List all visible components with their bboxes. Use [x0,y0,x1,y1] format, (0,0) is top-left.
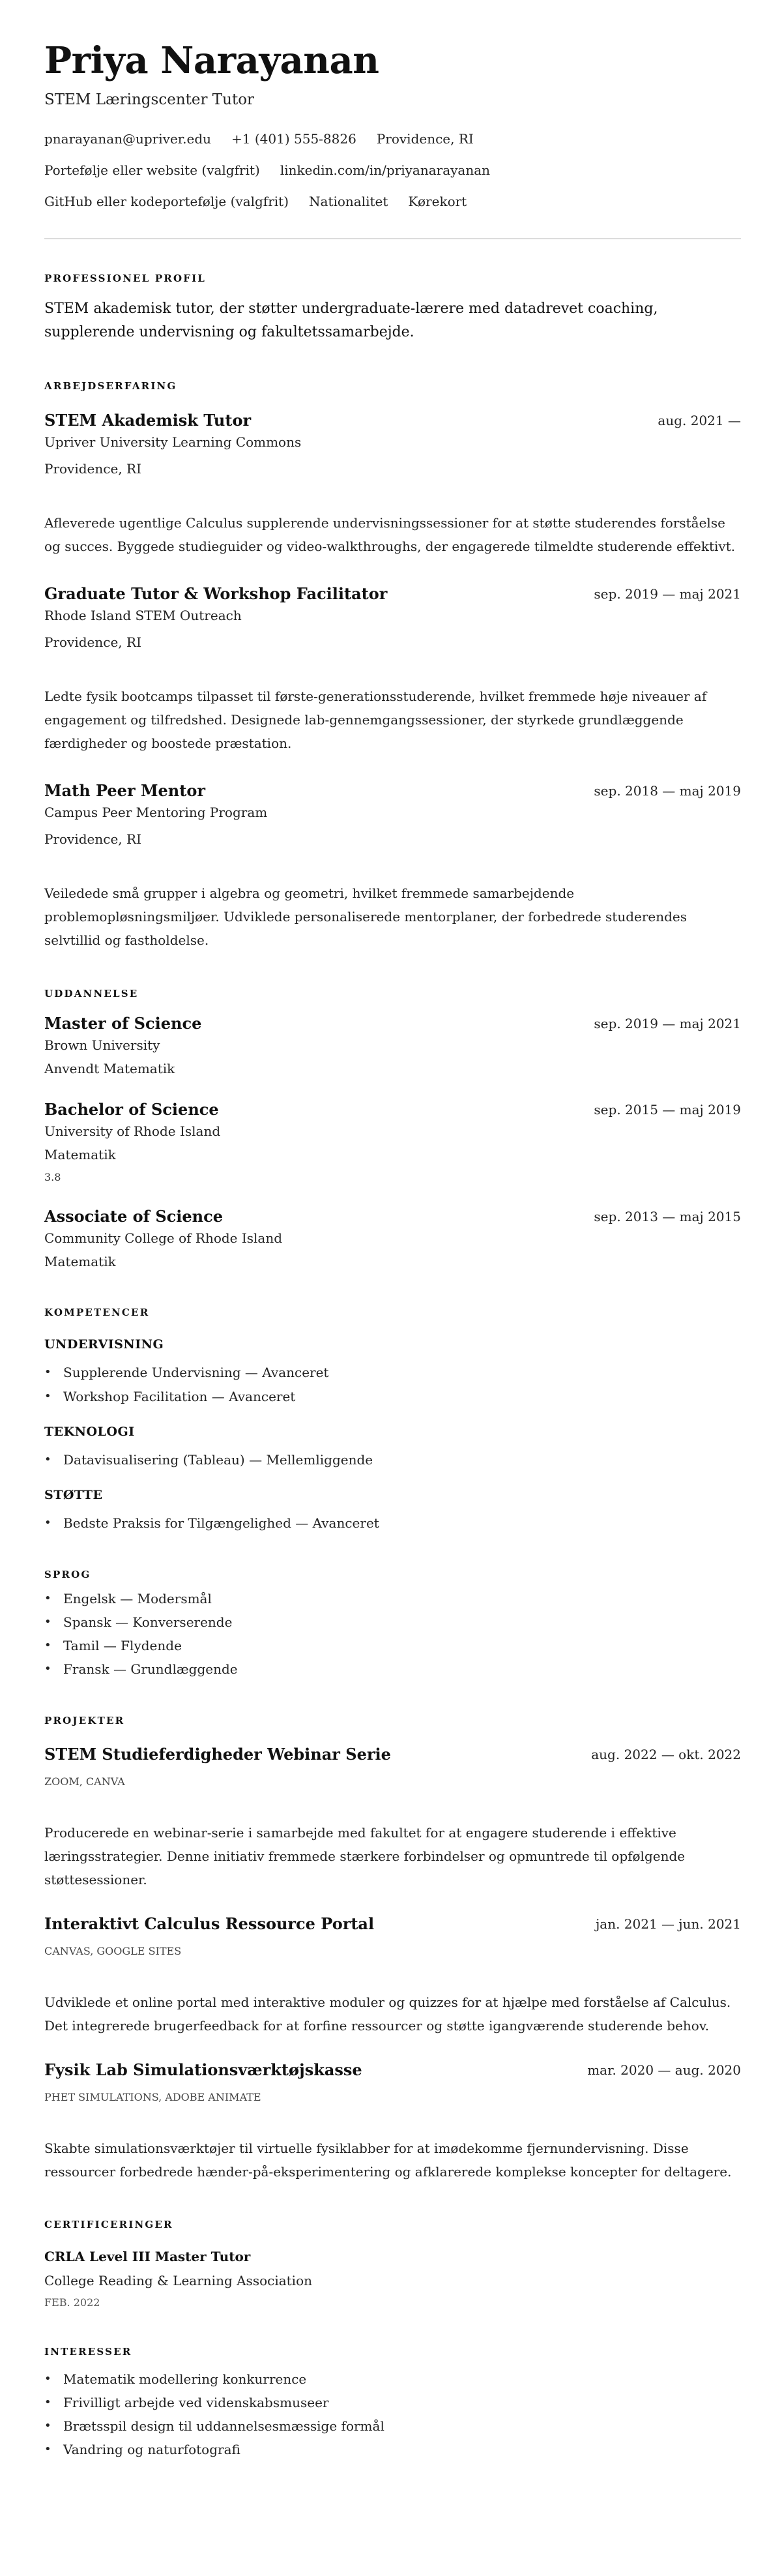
interest-item: • Matematik modellering konkurrence [44,2370,741,2388]
project-tech: PHET SIMULATIONS, ADOBE ANIMATE [44,2091,261,2103]
candidate-title: STEM Læringscenter Tutor [44,91,255,108]
section-heading: INTERESSER [44,2346,132,2358]
degree: Associate of Science [44,1207,223,1226]
job-description: Veiledede små grupper i algebra og geometri, hvilket fremmede samarbejdende problemopløsningsmiljøer. Udviklede personaliserede mentorplaner, der forbedrede studerendes selvtillid og fastholdelse. [44,885,688,948]
skill-category: STØTTE [44,1488,103,1502]
education-entry [44,1014,741,1078]
education-dates: sep. 2015 — maj 2019 [594,1102,741,1118]
contact-row [44,192,741,211]
project-tech: CANVAS, GOOGLE SITES [44,1945,182,1957]
school: University of Rhode Island [44,1123,221,1139]
degree: Bachelor of Science [44,1100,219,1119]
profile-summary: STEM akademisk tutor, der støtter undergraduate-lærere med datadrevet coaching, supplerende undervisning og fakultetssamarbejde. [44,301,658,340]
section-heading: CERTIFICERINGER [44,2219,173,2230]
contact-item: linkedin.com/in/priyanarayanan [280,162,491,178]
section-heading: KOMPETENCER [44,1307,150,1318]
contact-item: Providence, RI [376,131,474,147]
field-of-study: Matematik [44,1254,116,1269]
job-location: Providence, RI [44,634,141,650]
field-of-study: Matematik [44,1147,116,1162]
contact-item: +1 (401) 555-8826 [231,131,356,147]
job-header [44,584,741,604]
section-heading: PROFESSIONEL PROFIL [44,273,207,284]
certification-issuer: College Reading & Learning Association [44,2273,312,2288]
job-header [44,411,741,430]
skills-section [44,1306,741,1532]
job-company: Campus Peer Mentoring Program [44,805,268,820]
job-company: Upriver University Learning Commons [44,434,302,450]
job-entry [44,411,741,558]
job-location: Providence, RI [44,461,141,477]
project-header [44,1914,741,1934]
experience-section [44,379,741,952]
interests-section [44,2345,741,2459]
skill-item: • Datavisualisering (Tableau) — Mellemliggende [44,1451,741,1469]
education-dates: sep. 2019 — maj 2021 [594,1016,741,1031]
education-header [44,1014,741,1033]
school: Brown University [44,1037,160,1053]
project-title: STEM Studieferdigheder Webinar Serie [44,1745,391,1764]
project-description: Skabte simulationsværktøjer til virtuelle fysiklabber for at imødekomme fjernundervisning. Disse ressourcer forbedrede hænder-på-eksperimentering og afklarerede komplekse koncepter for deltagere. [44,2140,732,2180]
project-dates: aug. 2022 — okt. 2022 [591,1747,741,1762]
profile-section [44,272,741,344]
job-dates: sep. 2018 — maj 2019 [594,783,741,799]
language-item: • Engelsk — Modersmål [44,1590,741,1608]
contact-row [44,161,741,179]
contact-item: Kørekort [408,194,467,209]
skill-item: • Workshop Facilitation — Avanceret [44,1387,741,1406]
job-dates: sep. 2019 — maj 2021 [594,586,741,602]
certification-entry [44,2247,741,2310]
certification-name: CRLA Level III Master Tutor [44,2249,251,2264]
degree: Master of Science [44,1014,202,1033]
languages-section [44,1568,741,1678]
job-description: Ledte fysik bootcamps tilpasset til første-generationsstuderende, hvilket fremmede høje niveauer af engagement og tilfredshed. Designede lab-gennemgangssessioner, der styrkede grundlæggende færdigheder og boostede præstation. [44,688,707,751]
interest-item: • Frivilligt arbejde ved videnskabsmuseer [44,2393,741,2412]
contact-item: Portefølje eller website (valgfrit) [44,162,260,178]
job-description: Afleverede ugentlige Calculus supplerende undervisningssessioner for at støtte studerendes forståelse og succes. Byggede studieguider og video-walkthroughs, der engagerede tilmeldte studerende effektivt. [44,515,736,554]
contact-item: GitHub eller kodeportefølje (valgfrit) [44,194,289,209]
section-heading: ARBEJDSERFARING [44,380,177,392]
project-entry [44,1745,741,1891]
header-divider [44,238,741,239]
section-heading: PROJEKTER [44,1715,125,1726]
resume-header [44,40,741,211]
project-header [44,1745,741,1764]
contact-row [44,130,741,148]
interest-item: • Brætsspil design til uddannelsesmæssige formål [44,2417,741,2435]
contact-info [44,130,741,211]
candidate-name: Priya Narayanan [44,39,379,82]
language-item: • Fransk — Grundlæggende [44,1660,741,1678]
projects-section [44,1714,741,2184]
skill-item: • Bedste Praksis for Tilgængelighed — Avanceret [44,1514,741,1532]
job-entry [44,781,741,952]
certifications-section [44,2218,741,2310]
section-heading: SPROG [44,1569,91,1580]
skill-category: UNDERVISNING [44,1337,164,1352]
project-header [44,2060,741,2080]
interest-item: • Vandring og naturfotografi [44,2440,741,2459]
project-dates: jan. 2021 — jun. 2021 [596,1916,741,1932]
job-location: Providence, RI [44,831,141,847]
education-header [44,1207,741,1226]
project-entry [44,1914,741,2037]
project-description: Udviklede et online portal med interaktive moduler og quizzes for at hjælpe med forståelse af Calculus. Det integrerede brugerfeedback for at forfine ressourcer og støtte igangværende studerende behov. [44,1994,731,2034]
field-of-study: Anvendt Matematik [44,1061,175,1076]
language-item: • Spansk — Konverserende [44,1613,741,1631]
skill-item: • Supplerende Undervisning — Avanceret [44,1363,741,1382]
contact-item: Nationalitet [309,194,388,209]
project-description: Producerede en webinar-serie i samarbejde med fakultet for at engagere studerende i effektive læringsstrategier. Denne initiativ fremmede stærkere forbindelser og opmuntrede til opfølgende støttesessioner. [44,1825,686,1888]
project-tech: ZOOM, CANVA [44,1775,125,1788]
section-heading: UDDANNELSE [44,988,139,999]
job-title: STEM Akademisk Tutor [44,411,252,430]
education-header [44,1100,741,1119]
school: Community College of Rhode Island [44,1230,283,1246]
job-header [44,781,741,801]
education-entry [44,1100,741,1185]
project-title: Fysik Lab Simulationsværktøjskasse [44,2060,362,2079]
certification-date: FEB. 2022 [44,2296,100,2309]
language-item: • Tamil — Flydende [44,1636,741,1655]
project-dates: mar. 2020 — aug. 2020 [587,2062,741,2078]
project-title: Interaktivt Calculus Ressource Portal [44,1914,375,1933]
job-title: Graduate Tutor & Workshop Facilitator [44,584,388,603]
education-dates: sep. 2013 — maj 2015 [594,1209,741,1224]
job-company: Rhode Island STEM Outreach [44,608,242,623]
education-section [44,987,741,1271]
project-entry [44,2060,741,2184]
education-entry [44,1207,741,1271]
skill-category: TEKNOLOGI [44,1425,135,1439]
job-title: Math Peer Mentor [44,781,205,800]
job-entry [44,584,741,755]
contact-item: pnarayanan@upriver.edu [44,131,212,147]
gpa: 3.8 [44,1171,61,1183]
job-dates: aug. 2021 — [658,413,741,428]
